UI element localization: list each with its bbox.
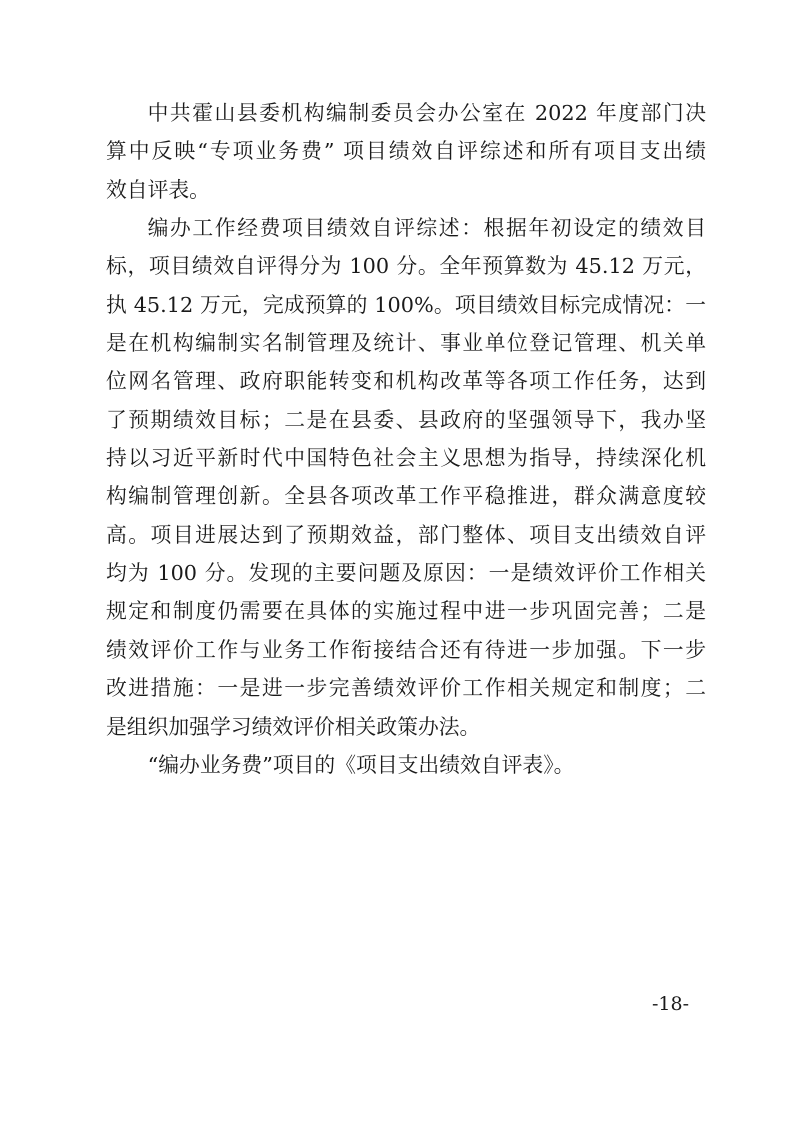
text-line: 改进措施：一是进一步完善绩效评价工作相关规定和制度；二: [106, 676, 706, 701]
text-line: 高。项目进展达到了预期效益，部门整体、项目支出绩效自评: [106, 522, 706, 547]
text-line: 绩效评价工作与业务工作衔接结合还有待进一步加强。下一步: [106, 637, 706, 662]
text-line: 编办工作经费项目绩效自评综述：根据年初设定的绩效目: [147, 216, 706, 241]
text-line: 构编制管理创新。全县各项改革工作平稳推进，群众满意度较: [106, 484, 706, 509]
text-line: 中共霍山县委机构编制委员会办公室在 2022 年度部门决: [147, 101, 706, 125]
page-number: -18-: [651, 993, 689, 1015]
text-line: 位网名管理、政府职能转变和机构改革等各项工作任务，达到: [106, 369, 706, 394]
text-line: 均为 100 分。发现的主要问题及原因：一是绩效评价工作相关: [106, 561, 706, 586]
text-line: 算中反映“专项业务费” 项目绩效自评综述和所有项目支出绩: [106, 139, 706, 164]
text-line: 持以习近平新时代中国特色社会主义思想为指导，持续深化机: [106, 446, 706, 471]
text-line: 规定和制度仍需要在具体的实施过程中进一步巩固完善；二是: [106, 599, 706, 624]
text-line: 执 45.12 万元，完成预算的 100%。项目绩效目标完成情况：一: [106, 292, 706, 317]
document-body: [106, 98, 706, 788]
text-line: 是在机构编制实名制管理及统计、事业单位登记管理、机关单: [106, 331, 706, 356]
text-line: 标，项目绩效自评得分为 100 分。全年预算数为 45.12 万元，: [106, 254, 706, 279]
text-line: 是组织加强学习绩效评价相关政策办法。: [106, 714, 481, 739]
text-line: 了预期绩效目标；二是在县委、县政府的坚强领导下，我办坚: [106, 407, 706, 432]
text-line: “编办业务费”项目的《项目支出绩效自评表》。: [147, 752, 575, 777]
text-line: 效自评表。: [106, 177, 210, 202]
